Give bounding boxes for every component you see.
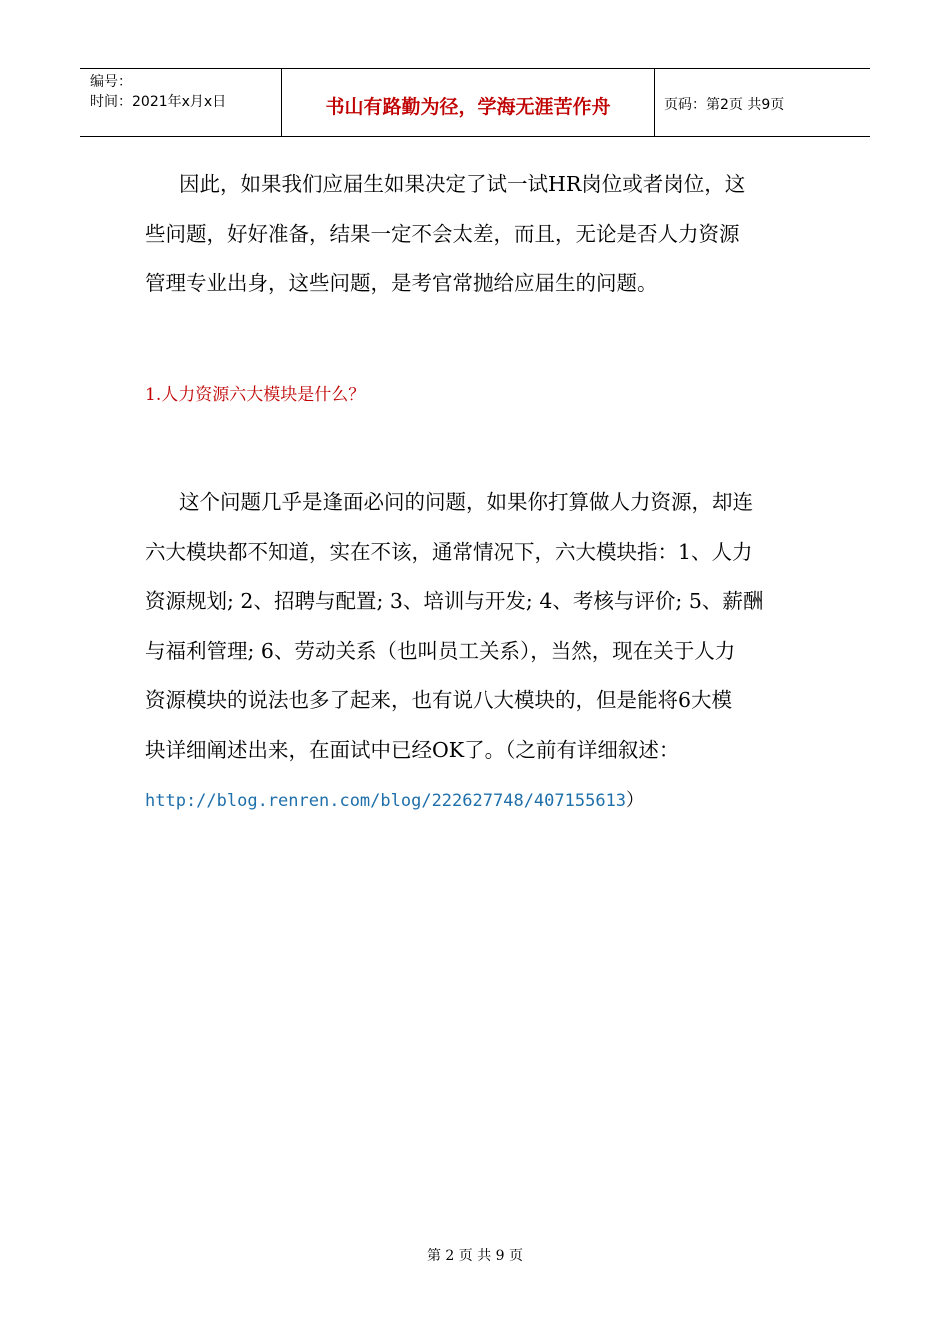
paragraph-link-line — [145, 775, 810, 827]
header-meta — [90, 72, 226, 112]
paragraph-line: 管理专业出身，这些问题，是考官常抛给应届生的问题。 — [145, 271, 658, 295]
header-number-label: 编号： — [90, 74, 132, 90]
header-bottom-border — [80, 136, 870, 137]
paragraph-line: 块详细阐述出来，在面试中已经OK了。（之前有详细叙述： — [145, 737, 680, 762]
blog-link[interactable]: http://blog.renren.com/blog/222627748/407155613 — [145, 791, 627, 811]
paragraph-line: 因此，如果我们应届生如果决定了试一试HR岗位或者岗位，这 — [179, 172, 746, 196]
section-heading: 1.人力资源六大模块是什么？ — [145, 385, 366, 405]
header-divider-right — [654, 68, 655, 136]
header-motto: 书山有路勤为径，学海无涯苦作舟 — [325, 96, 611, 118]
paragraph-intro — [145, 160, 810, 309]
link-suffix: ） — [626, 790, 645, 811]
paragraph-line: 这个问题几乎是逢面必问的问题，如果你打算做人力资源，却连 — [179, 490, 753, 514]
paragraph-line: 资源模块的说法也多了起来，也有说八大模块的，但是能将6大模 — [145, 688, 733, 712]
page-footer: 第 2 页 共 9 页 — [426, 1248, 524, 1264]
paragraph-six-modules — [145, 478, 810, 827]
header-time-label: 时间：2021年x月x日 — [90, 94, 227, 110]
header-top-border — [80, 68, 870, 69]
paragraph-line: 资源规划; 2、招聘与配置; 3、培训与开发; 4、考核与评价; 5、薪酬 — [145, 589, 764, 613]
paragraph-line: 六大模块都不知道，实在不该，通常情况下，六大模块指：1、人力 — [145, 539, 753, 564]
paragraph-line: 些问题，好好准备，结果一定不会太差，而且，无论是否人力资源 — [145, 221, 740, 246]
paragraph-line: 与福利管理; 6、劳动关系（也叫员工关系），当然，现在关于人力 — [145, 638, 736, 663]
header-page-label: 页码：第2页 共9页 — [664, 97, 785, 113]
